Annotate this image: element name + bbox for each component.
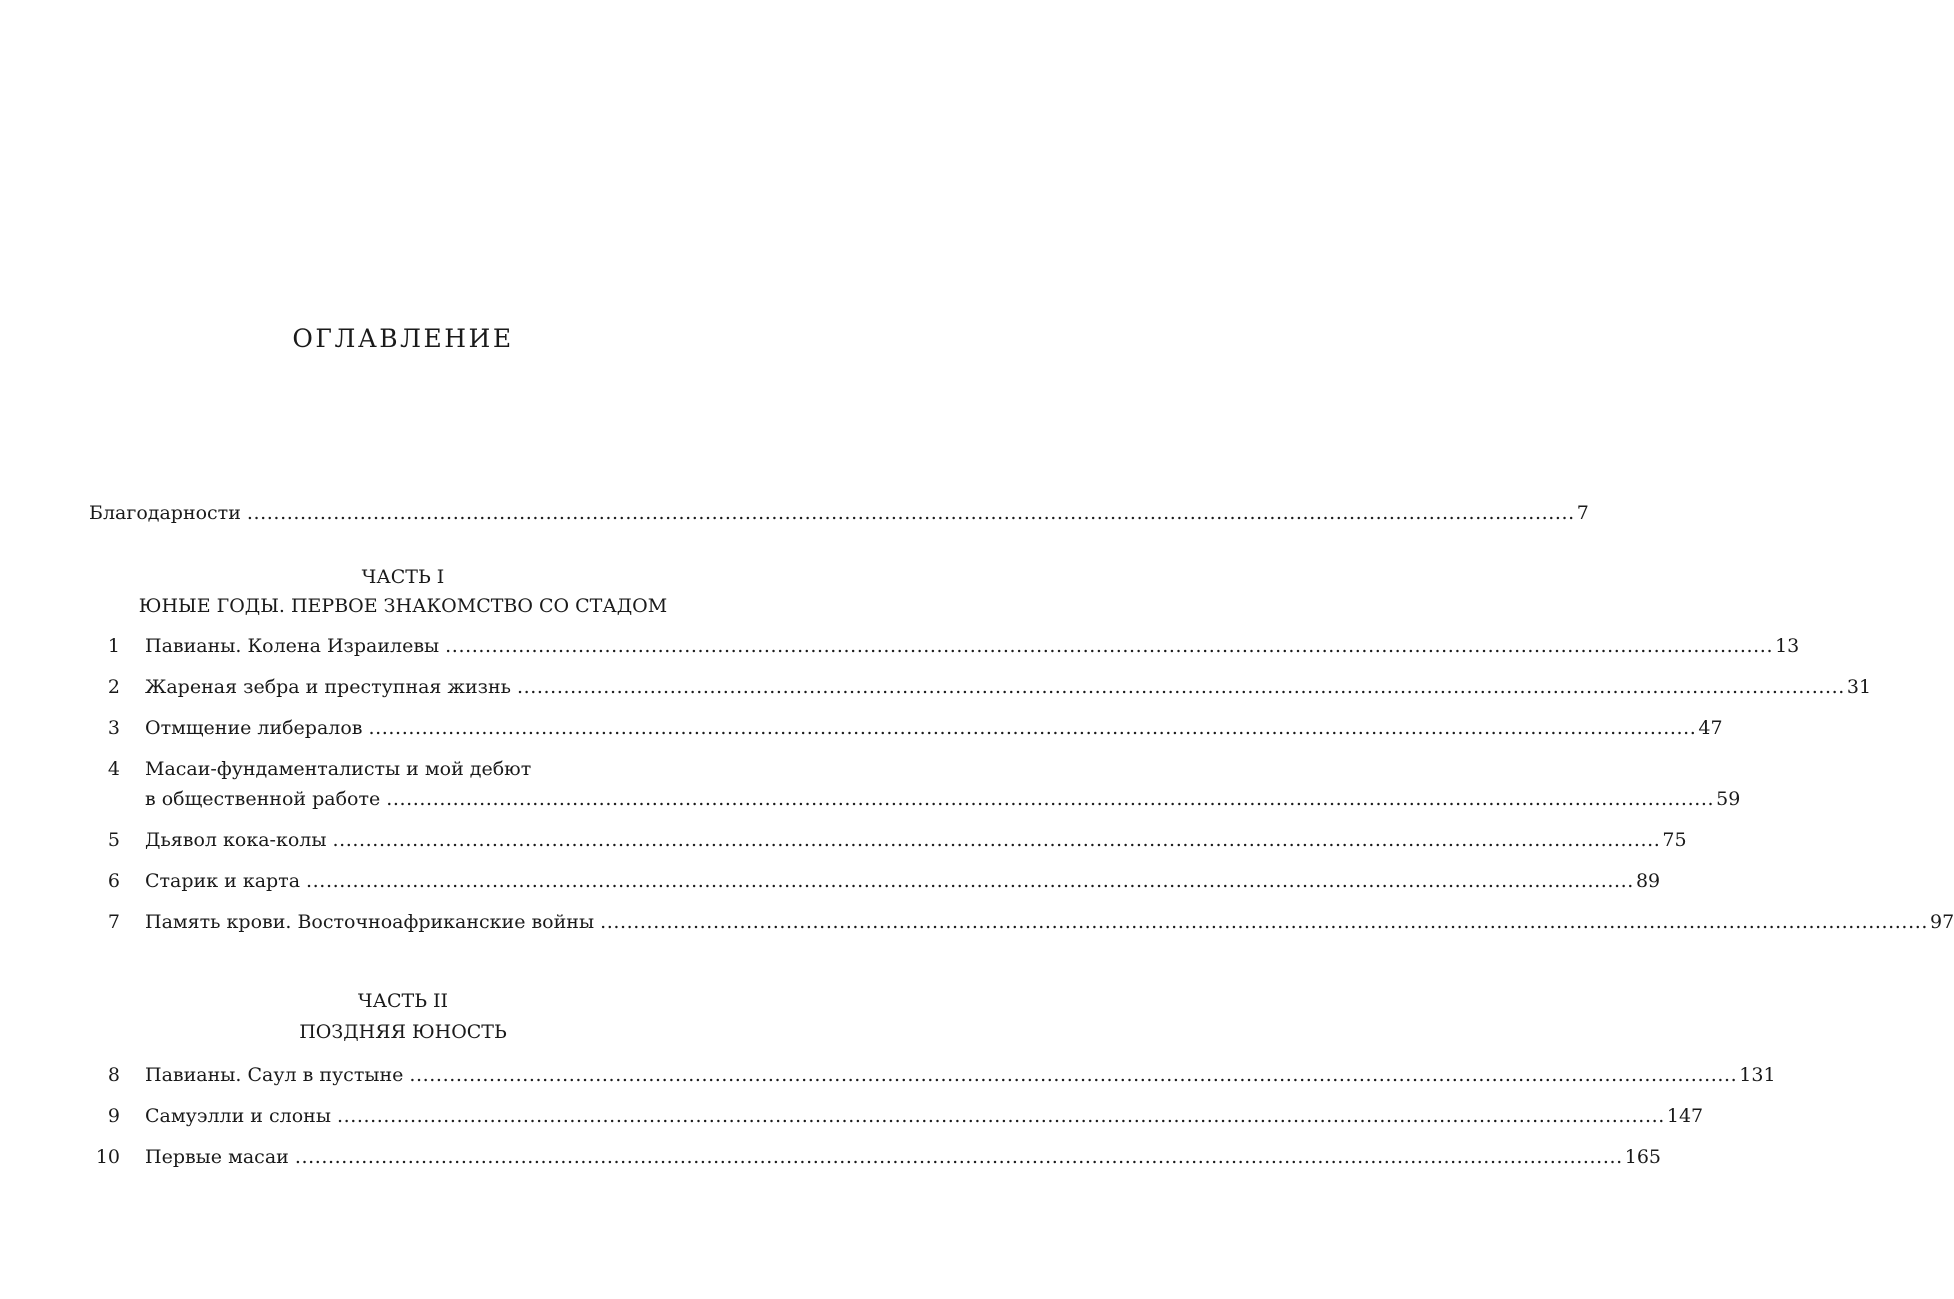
toc-entry-chapter: [145, 1144, 1662, 1170]
toc-entry-label: Благодарности: [89, 502, 241, 524]
toc-entry-chapter: [145, 827, 1687, 853]
toc-entry-chapter: [145, 1062, 1776, 1088]
chapter-title: Старик и карта: [145, 870, 301, 892]
part-label: ЧАСТЬ I: [361, 566, 445, 588]
chapter-title: Дьявол кока-колы: [145, 829, 327, 851]
chapter-number: 2: [107, 676, 120, 698]
dot-leader: ........................................................................................................................................................................................................: [368, 717, 1697, 739]
toc-entry-chapter: [145, 909, 1954, 935]
chapter-number: 8: [107, 1064, 120, 1086]
dot-leader: ........................................................................................................................................................................................................: [306, 870, 1634, 892]
dot-leader: ........................................................................................................................................................................................................: [294, 1146, 1623, 1168]
toc-page-number: 147: [1666, 1105, 1704, 1127]
chapter-title: Павианы. Колена Израилевы: [145, 635, 440, 657]
toc-entry-chapter: [145, 674, 1872, 700]
toc-page-number: 131: [1739, 1064, 1776, 1086]
chapter-title: Павианы. Саул в пустыне: [145, 1064, 404, 1086]
chapter-number: 4: [107, 758, 120, 780]
toc-page-number: 165: [1624, 1146, 1662, 1168]
dot-leader: ........................................................................................................................................................................................................: [332, 829, 1661, 851]
chapter-title: Жареная зебра и преступная жизнь: [145, 676, 511, 698]
dot-leader: ........................................................................................................................................................................................................: [336, 1105, 1665, 1127]
chapter-title: Самуэлли и слоны: [145, 1105, 331, 1127]
toc-entry-chapter: [145, 1103, 1704, 1129]
toc-page-number: 97: [1930, 911, 1954, 933]
toc-entry-chapter: [145, 868, 1661, 894]
toc-entry-chapter: [145, 633, 1800, 659]
dot-leader: ........................................................................................................................................................................................................: [246, 502, 1575, 524]
chapter-number: 6: [107, 870, 120, 892]
toc-entry-chapter: [145, 715, 1723, 741]
toc-page-number: 75: [1662, 829, 1687, 851]
page-title: ОГЛАВЛЕНИЕ: [292, 324, 514, 353]
chapter-title: Отмщение либералов: [145, 717, 363, 739]
part-label: ЧАСТЬ II: [357, 990, 449, 1012]
toc-page-number: 13: [1775, 635, 1800, 657]
chapter-title-line1: Масаи-фундаменталисты и мой дебют: [145, 758, 532, 780]
chapter-number: 3: [107, 717, 120, 739]
dot-leader: ........................................................................................................................................................................................................: [409, 1064, 1738, 1086]
toc-entry-chapter: [145, 786, 1741, 812]
chapter-number: 1: [107, 635, 120, 657]
toc-page-number: 31: [1846, 676, 1872, 698]
dot-leader: ........................................................................................................................................................................................................: [600, 911, 1928, 933]
chapter-title: Первые масаи: [145, 1146, 289, 1168]
toc-page-number: 89: [1635, 870, 1661, 892]
toc-page-number: 59: [1716, 788, 1741, 810]
chapter-number: 7: [107, 911, 120, 933]
chapter-title: Память крови. Восточноафриканские войны: [145, 911, 595, 933]
toc-entry-acknowledgements: [89, 500, 1589, 526]
dot-leader: ........................................................................................................................................................................................................: [516, 676, 1845, 698]
chapter-number: 10: [95, 1146, 120, 1168]
toc-page-number: 7: [1576, 502, 1589, 524]
toc-page-number: 47: [1698, 717, 1723, 739]
chapter-number: 9: [107, 1105, 120, 1127]
chapter-number: 5: [107, 829, 120, 851]
dot-leader: ........................................................................................................................................................................................................: [386, 788, 1715, 810]
part-title: ЮНЫЕ ГОДЫ. ПЕРВОЕ ЗНАКОМСТВО СО СТАДОМ: [138, 595, 668, 617]
chapter-title-line2: в общественной работе: [145, 788, 381, 810]
part-title: ПОЗДНЯЯ ЮНОСТЬ: [299, 1021, 507, 1043]
dot-leader: ........................................................................................................................................................................................................: [445, 635, 1774, 657]
